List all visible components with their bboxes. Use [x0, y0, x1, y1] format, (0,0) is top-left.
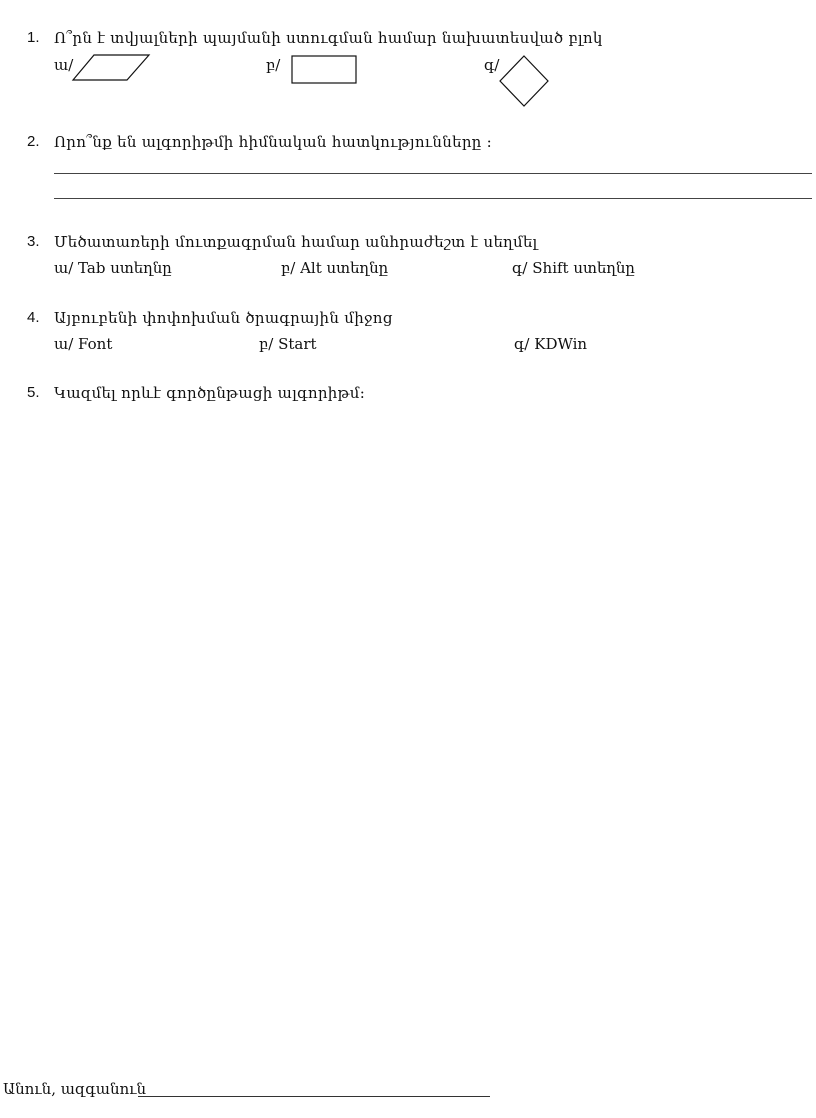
option-4b: բ/ Start [259, 335, 317, 353]
question-4-number: 4. [27, 309, 40, 326]
question-1-text: Ո՞րն է տվյալների պայմանի ստուգման համար նախատեսված բլոկ [54, 29, 603, 47]
option-4a: ա/ Font [54, 335, 113, 353]
question-3-number: 3. [27, 233, 40, 250]
question-5-number: 5. [27, 384, 40, 401]
question-4-text: Այբուբենի փոփոխման ծրագրային միջոց [54, 309, 393, 327]
name-surname-field[interactable] [138, 1096, 490, 1097]
parallelogram-shape-icon [72, 54, 152, 82]
question-5-text: Կազմել որևէ գործընթացի ալգորիթմ: [54, 384, 366, 402]
rectangle-shape-icon [291, 55, 359, 85]
answer-line-2[interactable] [54, 198, 812, 199]
option-1a-label: ա/ [54, 56, 74, 74]
option-1b-label: բ/ [266, 56, 281, 74]
name-surname-label: Անուն, ազգանուն [3, 1080, 147, 1098]
diamond-shape-icon [499, 55, 551, 109]
option-1c-label: գ/ [484, 56, 500, 74]
question-3-text: Մեծատառերի մուտքագրման համար անհրաժեշտ է սեղմել [54, 233, 538, 251]
option-3c: գ/ Shift ստեղնը [512, 259, 635, 277]
question-1-number: 1. [27, 29, 40, 46]
option-3b: բ/ Alt ստեղնը [281, 259, 389, 277]
option-4c: գ/ KDWin [514, 335, 588, 353]
option-3a: ա/ Tab ստեղնը [54, 259, 172, 277]
answer-line-1[interactable] [54, 173, 812, 174]
question-2-number: 2. [27, 133, 40, 150]
question-2-text: Որո՞նք են ալգորիթմի հիմնական հատկությունները : [54, 133, 493, 151]
